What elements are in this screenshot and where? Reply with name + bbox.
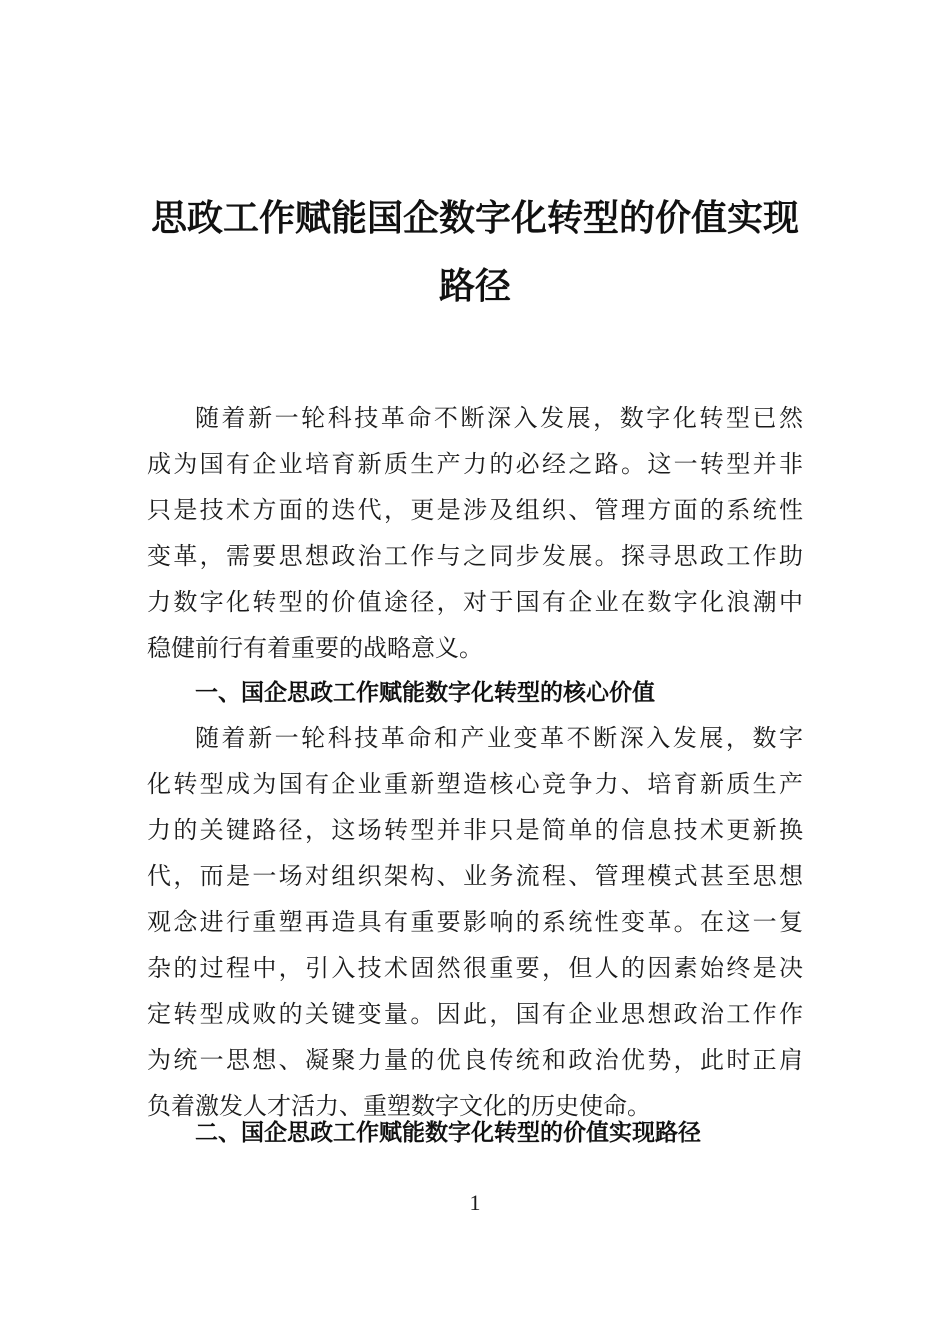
document-title-line-2: 路径 xyxy=(438,265,511,307)
intro-paragraph-line: 变革，需要思想政治工作与之同步发展。探寻思政工作助 xyxy=(147,542,803,570)
intro-paragraph-line: 力数字化转型的价值途径，对于国有企业在数字化浪潮中 xyxy=(147,588,803,616)
section1-paragraph-line: 观念进行重塑再造具有重要影响的系统性变革。在这一复 xyxy=(147,908,803,936)
section1-paragraph-line: 负着激发人才活力、重塑数字文化的历史使命。 xyxy=(147,1092,651,1120)
intro-paragraph-line: 随着新一轮科技革命不断深入发展，数字化转型已然 xyxy=(195,404,803,432)
section1-paragraph-line: 杂的过程中，引入技术固然很重要，但人的因素始终是决 xyxy=(147,954,803,982)
section1-paragraph-line: 化转型成为国有企业重新塑造核心竞争力、培育新质生产 xyxy=(147,770,803,798)
section1-paragraph-line: 定转型成败的关键变量。因此，国有企业思想政治工作作 xyxy=(147,1000,803,1028)
section-heading-1: 一、国企思政工作赋能数字化转型的核心价值 xyxy=(195,680,655,706)
section1-paragraph-line: 为统一思想、凝聚力量的优良传统和政治优势，此时正肩 xyxy=(147,1046,803,1074)
page-number: 1 xyxy=(469,1190,481,1215)
section-heading-2: 二、国企思政工作赋能数字化转型的价值实现路径 xyxy=(195,1120,701,1146)
section1-paragraph-line: 力的关键路径，这场转型并非只是简单的信息技术更新换 xyxy=(147,816,803,844)
intro-paragraph-line: 只是技术方面的迭代，更是涉及组织、管理方面的系统性 xyxy=(147,496,803,524)
section1-paragraph-line: 代，而是一场对组织架构、业务流程、管理模式甚至思想 xyxy=(147,862,803,890)
intro-paragraph-line: 稳健前行有着重要的战略意义。 xyxy=(147,634,483,662)
intro-paragraph-line: 成为国有企业培育新质生产力的必经之路。这一转型并非 xyxy=(147,450,803,478)
document-title-line-1: 思政工作赋能国企数字化转型的价值实现 xyxy=(150,197,799,239)
section1-paragraph-line: 随着新一轮科技革命和产业变革不断深入发展，数字 xyxy=(195,724,803,752)
